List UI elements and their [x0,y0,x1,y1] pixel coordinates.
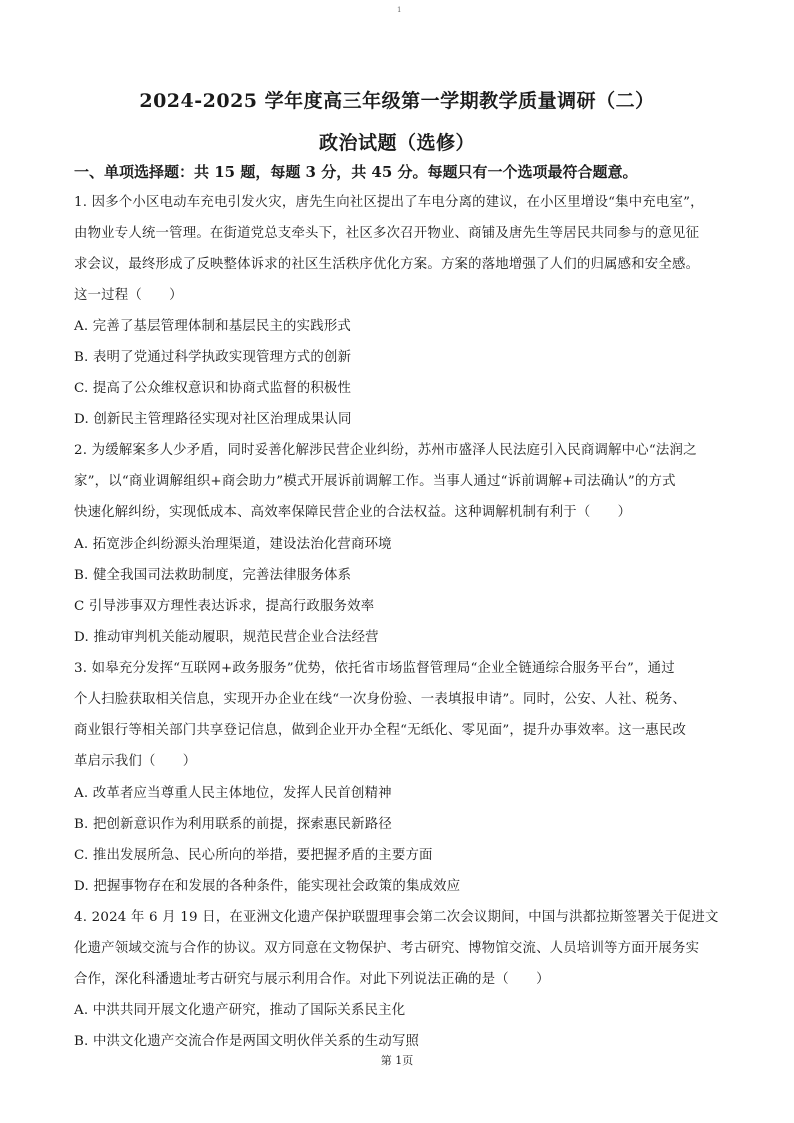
section-heading: 一、单项选择题：共 15 题，每题 3 分，共 45 分。每题只有一个选项最符合题意。 [74,163,638,181]
question-3-line: 革启示我们（ ） [74,754,197,769]
exam-subtitle: 政治试题（选修） [318,132,475,154]
question-1-option-b: B. 表明了党通过科学执政实现管理方式的创新 [74,350,352,365]
question-3-option-b: B. 把创新意识作为利用联系的前提，探索惠民新路径 [74,817,392,832]
question-2-option-c: C 引导涉事双方理性表达诉求，提高行政服务效率 [74,599,375,614]
question-3-line: 商业银行等相关部门共享登记信息，做到企业开办全程“无纸化、零见面”，提升办事效率。这一惠民改 [74,723,687,738]
question-2-line: 2. 为缓解案多人少矛盾，同时妥善化解涉民营企业纠纷，苏州市盛泽人民法庭引入民商调解中心“法润之 [74,443,697,458]
question-3-option-d: D. 把握事物存在和发展的各种条件，能实现社会政策的集成效应 [74,879,461,894]
question-3-line: 个人扫脸获取相关信息，实现开办企业在线“一次身份验、一表填报申请”。同时，公安、人社、税务、 [74,692,687,707]
question-2-line: 家”，以“商业调解组织+商会助力”模式开展诉前调解工作。当事人通过“诉前调解+司法确认”的方式 [74,474,676,489]
question-3-option-a: A. 改革者应当尊重人民主体地位，发挥人民首创精神 [74,786,392,801]
question-3-option-c: C. 推出发展所急、民心所向的举措，要把握矛盾的主要方面 [74,848,433,863]
question-3-line: 3. 如皋充分发挥“互联网+政务服务”优势，依托省市场监督管理局“企业全链通综合服务平台”，通过 [74,661,675,676]
question-2-option-d: D. 推动审判机关能动履职，规范民营企业合法经营 [74,630,379,645]
question-2-line: 快速化解纠纷，实现低成本、高效率保障民营企业的合法权益。这种调解机制有利于（ ） [74,505,632,520]
question-1-option-a: A. 完善了基层管理体制和基层民主的实践形式 [74,319,352,334]
question-1-option-d: D. 创新民主管理路径实现对社区治理成果认同 [74,412,352,427]
question-1-line: 这一过程（ ） [74,288,183,303]
exam-title: 2024-2025 学年度高三年级第一学期教学质量调研（二） [139,90,655,112]
page-number: 第 1页 [380,1054,414,1067]
question-4-line: 4. 2024 年 6 月 19 日，在亚洲文化遗产保护联盟理事会第二次会议期间，中国与洪都拉斯签署关于促进文 [74,910,719,925]
question-4-option-b: B. 中洪文化遗产交流合作是两国文明伙伴关系的生动写照 [74,1034,420,1049]
question-2-option-b: B. 健全我国司法救助制度，完善法律服务体系 [74,568,352,583]
page-top-mark: 1 [397,6,402,14]
question-1-line: 1. 因多个小区电动车充电引发火灾，唐先生向社区提出了车电分离的建议，在小区里增设“集中充电室”， [74,195,704,210]
question-4-line: 化遗产领域交流与合作的协议。双方同意在文物保护、考古研究、博物馆交流、人员培训等方面开展务实 [74,941,700,956]
question-1-line: 求会议，最终形成了反映整体诉求的社区生活秩序优化方案。方案的落地增强了人们的归属感和安全感。 [74,257,700,272]
question-1-option-c: C. 提高了公众维权意识和协商式监督的积极性 [74,381,352,396]
question-2-option-a: A. 拓宽涉企纠纷源头治理渠道，建设法治化营商环境 [74,537,392,552]
question-4-line: 合作，深化科潘遗址考古研究与展示利用合作。对此下列说法正确的是（ ） [74,972,550,987]
question-4-option-a: A. 中洪共同开展文化遗产研究，推动了国际关系民主化 [74,1003,406,1018]
question-1-line: 由物业专人统一管理。在街道党总支牵头下，社区多次召开物业、商铺及唐先生等居民共同参与的意见征 [74,226,700,241]
